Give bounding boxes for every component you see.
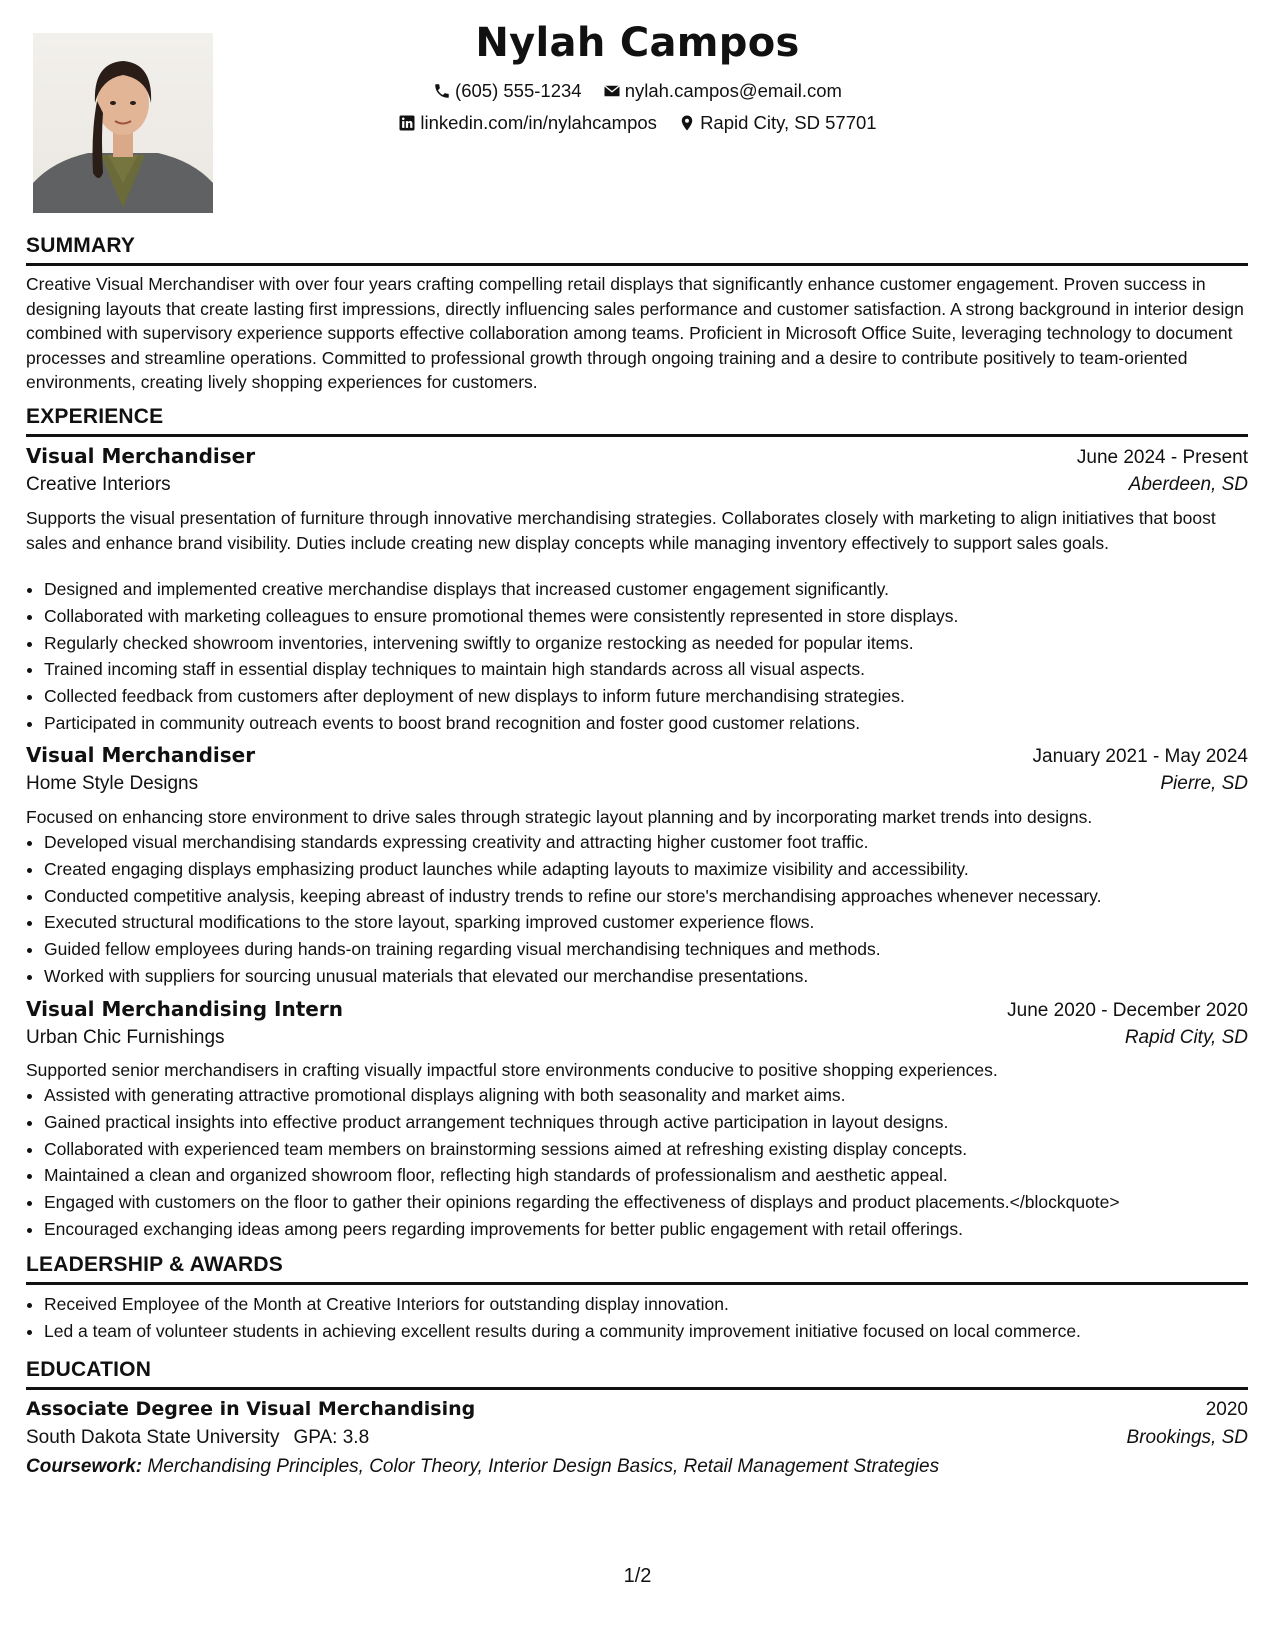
job-description: Supports the visual presentation of furniture through innovative merchandising strategies. Collaborates closely with marketing to align initiatives that boost sales and enhance brand visibility. Duties include creating new display concepts while managing inventory effectively to support sales goals.: [26, 508, 1216, 553]
job-bullets-3: [26, 1082, 1266, 1243]
list-item: • Maintained a clean and organized showroom floor, reflecting high standards of professionalism and aesthetic appeal.: [44, 1162, 1266, 1189]
map-pin-icon: [678, 114, 696, 132]
education-degree-row: [26, 1398, 1248, 1421]
linkedin-icon: [398, 114, 416, 132]
summary-text: Creative Visual Merchandiser with over four years crafting compelling retail displays that significantly enhance customer engagement. Proven success in designing layouts that create lasting first impressions, directly influencing sales performance and customer satisfaction. A strong background in interior design combined with supervisory experience supports effective collaboration among teams. Proficient in Microsoft Office Suite, leveraging technology to document processes and streamline operations. Committed to professional growth through ongoing training and a desire to contribute positively to team-oriented environments, creating lively shopping experiences for customers.: [26, 274, 1244, 392]
contact-line-2: [0, 112, 1275, 137]
school-location: Brookings, SD: [1126, 1427, 1248, 1448]
leadership-bullets: [26, 1291, 1266, 1345]
job-title: Visual Merchandiser: [26, 743, 256, 767]
list-item: • Conducted competitive analysis, keeping abreast of industry trends to refine our store's merchandising approaches whenever necessary.: [44, 883, 1266, 910]
email-item: [603, 80, 842, 102]
job-description: Focused on enhancing store environment to drive sales through strategic layout planning and by incorporating market trends into designs.: [26, 807, 1093, 827]
education-school-row: [26, 1427, 1248, 1449]
list-item: • Created engaging displays emphasizing product launches while adapting layouts to maximize visibility and accessibility.: [44, 856, 1266, 883]
list-item: • Developed visual merchandising standards expressing creativity and attracting higher customer foot traffic.: [44, 829, 1266, 856]
list-item: • Encouraged exchanging ideas among peers regarding improvements for better public engagement with retail offerings.: [44, 1216, 1266, 1243]
gpa: GPA: 3.8: [293, 1427, 370, 1448]
education-heading: EDUCATION: [26, 1358, 1248, 1390]
phone-item: [433, 80, 582, 102]
list-item: • Gained practical insights into effective product arrangement techniques through active participation in layout designs.: [44, 1109, 1266, 1136]
page-number: 1/2: [623, 1565, 652, 1587]
list-item: • Participated in community outreach events to boost brand recognition and foster good customer relations.: [44, 710, 1266, 737]
coursework: [26, 1456, 939, 1478]
job-location: Rapid City, SD: [1124, 1027, 1248, 1048]
list-item: • Assisted with generating attractive promotional displays aligning with both seasonality and market aims.: [44, 1082, 1266, 1109]
phone-icon: [433, 82, 451, 100]
candidate-name: Nylah Campos: [475, 20, 800, 66]
list-item: • Led a team of volunteer students in achieving excellent results during a community improvement initiative focused on local commerce.: [44, 1318, 1266, 1345]
coursework-list: Merchandising Principles, Color Theory, Interior Design Basics, Retail Management Strategies: [147, 1456, 940, 1477]
job-location: Pierre, SD: [1160, 773, 1248, 794]
coursework-label: Coursework:: [26, 1456, 143, 1477]
leadership-heading: LEADERSHIP & AWARDS: [26, 1253, 1248, 1285]
list-item: • Guided fellow employees during hands-on training regarding visual merchandising techniques and methods.: [44, 936, 1266, 963]
job-header-3: [26, 997, 1248, 1022]
job-dates: June 2020 - December 2020: [1007, 1000, 1248, 1021]
job-title: Visual Merchandiser: [26, 444, 256, 468]
home-location: Rapid City, SD 57701: [700, 112, 877, 133]
list-item: • Regularly checked showroom inventories, intervening swiftly to organize restocking as needed for popular items.: [44, 630, 1266, 657]
list-item: • Received Employee of the Month at Creative Interiors for outstanding display innovation.: [44, 1291, 1266, 1318]
job-description: Supported senior merchandisers in crafting visually impactful store environments conducive to positive shopping experiences.: [26, 1060, 998, 1080]
coursework-row: [26, 1456, 1248, 1478]
list-item: • Worked with suppliers for sourcing unusual materials that elevated our merchandise presentations.: [44, 963, 1266, 990]
job-header-2: [26, 743, 1248, 768]
job-company: Creative Interiors: [26, 474, 171, 495]
graduation-year: 2020: [1205, 1399, 1248, 1420]
location-item: [678, 112, 877, 134]
contact-line-1: [0, 80, 1275, 105]
list-item: • Collected feedback from customers after deployment of new displays to inform future merchandising strategies.: [44, 683, 1266, 710]
list-item: • Collaborated with marketing colleagues to ensure promotional themes were consistently represented in store displays.: [44, 603, 1266, 630]
school-name: South Dakota State University: [26, 1427, 280, 1448]
job-header-1: [26, 444, 1248, 469]
envelope-icon: [603, 82, 621, 100]
list-item: • Executed structural modifications to the store layout, sparking improved customer experience flows.: [44, 909, 1266, 936]
job-dates: January 2021 - May 2024: [1032, 746, 1248, 767]
list-item: • Engaged with customers on the floor to gather their opinions regarding the effectiveness of displays and product placements.</blockquote>: [44, 1189, 1266, 1216]
email-address[interactable]: nylah.campos@email.com: [624, 80, 842, 101]
job-company-row-3: [26, 1027, 1248, 1049]
job-location: Aberdeen, SD: [1128, 474, 1248, 495]
job-company-row-2: [26, 773, 1248, 795]
job-company: Urban Chic Furnishings: [26, 1027, 225, 1048]
degree-name: Associate Degree in Visual Merchandising: [26, 1398, 476, 1420]
summary-heading: SUMMARY: [26, 234, 1248, 266]
list-item: • Trained incoming staff in essential display techniques to maintain high standards across all visual aspects.: [44, 656, 1266, 683]
list-item: • Designed and implemented creative merchandise displays that increased customer engagement significantly.: [44, 576, 1266, 603]
job-company: Home Style Designs: [26, 773, 199, 794]
job-bullets-2: [26, 829, 1266, 990]
experience-heading: EXPERIENCE: [26, 405, 1248, 437]
job-title: Visual Merchandising Intern: [26, 997, 343, 1021]
phone-number: (605) 555-1234: [455, 80, 582, 101]
linkedin-item: [398, 112, 657, 134]
job-bullets-1: [26, 576, 1266, 737]
job-company-row-1: [26, 474, 1248, 496]
list-item: • Collaborated with experienced team members on brainstorming sessions aimed at refreshing existing display concepts.: [44, 1136, 1266, 1163]
job-dates: June 2024 - Present: [1076, 447, 1248, 468]
linkedin-url[interactable]: linkedin.com/in/nylahcampos: [420, 112, 657, 133]
school-info: [26, 1427, 369, 1449]
